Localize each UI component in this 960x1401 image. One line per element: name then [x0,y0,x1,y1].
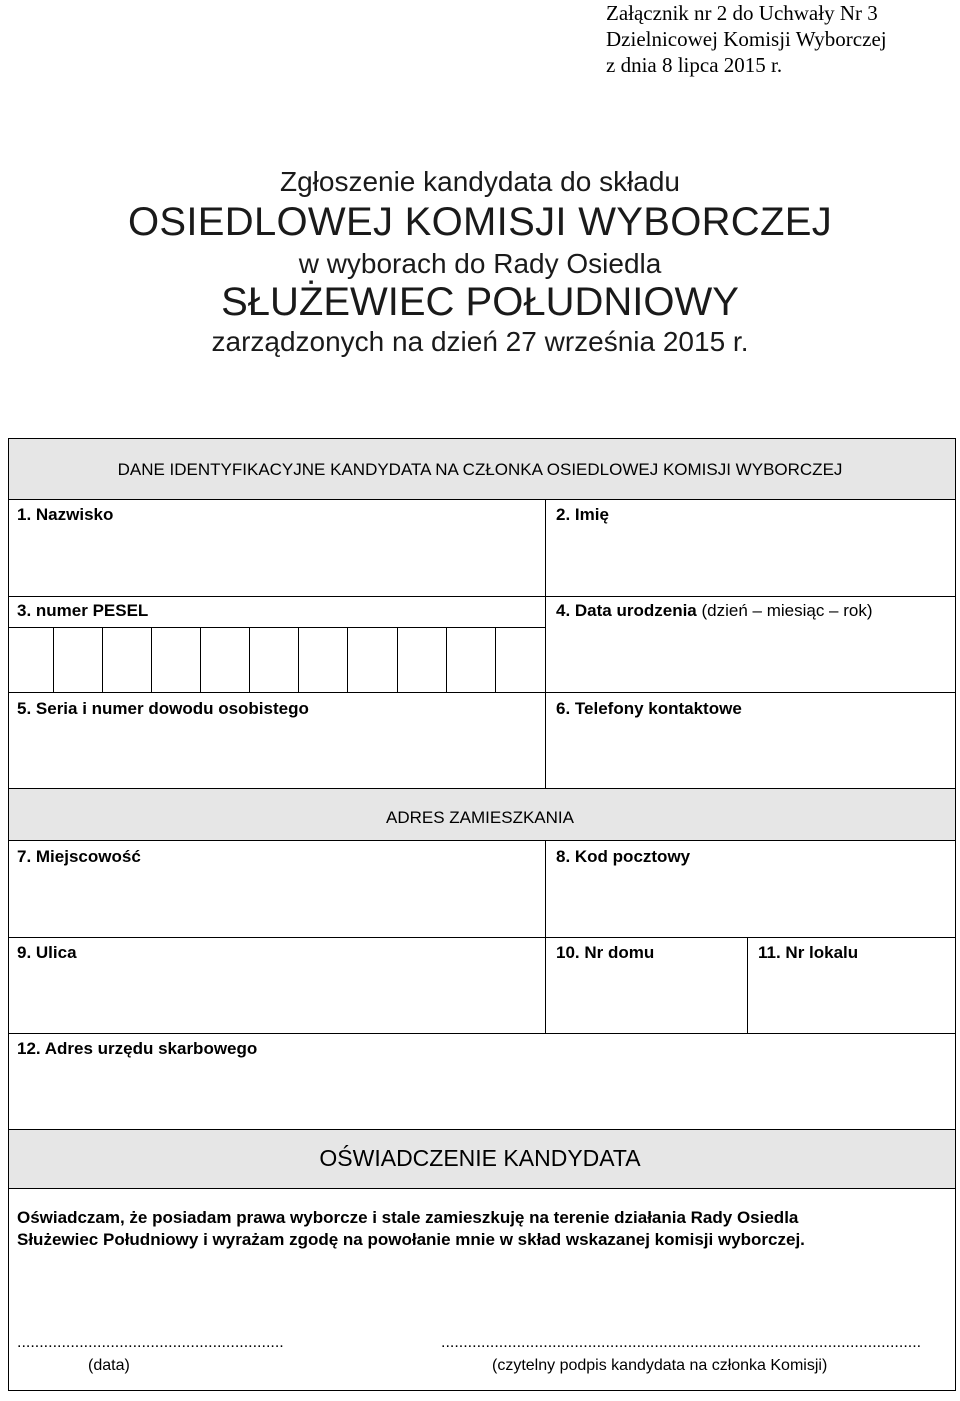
birth-date-hint: (dzień – miesiąc – rok) [701,601,873,620]
candidate-signature-caption: (czytelny podpis kandydata na członka Komisji) [492,1357,828,1374]
divider [8,937,956,938]
declaration-text [17,1207,805,1251]
birth-date-field[interactable] [556,601,873,621]
pesel-cell-divider [200,627,201,692]
pesel-cell-divider [347,627,348,692]
pesel-cell-divider [397,627,398,692]
address-section-title: ADRES ZAMIESZKANIA [386,808,574,827]
phones-field[interactable]: 6. Telefony kontaktowe [556,699,742,718]
annex-line-3: z dnia 8 lipca 2015 r. [606,53,783,77]
identity-section-title: DANE IDENTYFIKACYJNE KANDYDATA NA CZŁONKA OSIEDLOWEJ KOMISJI WYBORCZEJ [117,460,843,479]
divider [8,596,956,597]
candidate-signature-line[interactable]: ............................................................................................................ [441,1334,922,1351]
date-signature-line[interactable]: ............................................................ [17,1334,284,1351]
pesel-cell-divider [249,627,250,692]
tax-office-field[interactable]: 12. Adres urzędu skarbowego [17,1039,258,1058]
form-title-line-3: w wyborach do Rady Osiedla [298,248,662,279]
form-title-line-1: Zgłoszenie kandydata do składu [279,166,681,197]
pesel-cell-divider [102,627,103,692]
birth-date-label: 4. Data urodzenia [556,601,697,620]
declaration-line-1: Oświadczam, że posiadam prawa wyborcze i stale zamieszkuję na terenie działania Rady Osiedla [17,1208,799,1227]
pesel-cell-divider [495,627,496,692]
city-field[interactable]: 7. Miejscowość [17,847,141,866]
annex-line-2: Dzielnicowej Komisji Wyborczej [606,27,887,51]
annex-note [606,0,887,78]
id-card-field[interactable]: 5. Seria i numer dowodu osobistego [17,699,309,718]
pesel-cell-divider [53,627,54,692]
form-title-line-2: OSIEDLOWEJ KOMISJI WYBORCZEJ [127,200,833,244]
pesel-label: 3. numer PESEL [17,601,149,620]
declaration-title: OŚWIADCZENIE KANDYDATA [319,1145,641,1171]
flat-number-field[interactable]: 11. Nr lokalu [758,943,859,962]
house-number-field[interactable]: 10. Nr domu [556,943,655,962]
first-name-field[interactable]: 2. Imię [556,505,609,524]
divider [747,937,748,1033]
divider [8,692,956,693]
pesel-cells-top [8,627,545,628]
pesel-cell-divider [446,627,447,692]
divider [8,1033,956,1034]
postal-code-field[interactable]: 8. Kod pocztowy [556,847,691,866]
annex-line-1: Załącznik nr 2 do Uchwały Nr 3 [606,1,878,25]
pesel-cell-divider [151,627,152,692]
street-field[interactable]: 9. Ulica [17,943,77,962]
declaration-line-2: Służewiec Południowy i wyrażam zgodę na powołanie mnie w skład wskazanej komisji wyborczej. [17,1230,805,1249]
divider [545,500,546,788]
pesel-cell-divider [298,627,299,692]
surname-field[interactable]: 1. Nazwisko [17,505,114,524]
form-title-line-4: SŁUŻEWIEC POŁUDNIOWY [221,280,739,324]
date-caption: (data) [88,1357,130,1374]
form-title-line-5: zarządzonych na dzień 27 września 2015 r. [211,326,749,357]
